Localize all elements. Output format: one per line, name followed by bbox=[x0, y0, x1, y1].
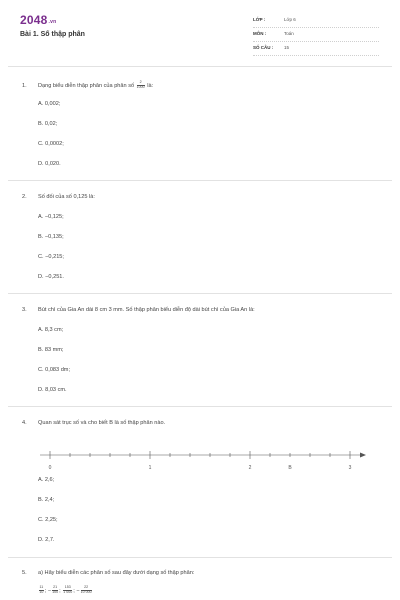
site-logo[interactable] bbox=[20, 13, 56, 27]
fraction-item: − $\frac{21}{100}$ ; bbox=[47, 585, 61, 594]
axis-arrow bbox=[360, 453, 366, 458]
option-2d[interactable]: D. −0,251. bbox=[38, 274, 64, 280]
option-4b[interactable]: B. 2,4; bbox=[38, 497, 55, 503]
worksheet-header bbox=[0, 0, 400, 60]
question-4-stem bbox=[22, 420, 165, 426]
fraction-item: $\frac{153}{1 000}$ ; bbox=[63, 585, 75, 594]
divider bbox=[8, 180, 392, 181]
option-2b[interactable]: B. −0,135; bbox=[38, 234, 64, 240]
fraction bbox=[81, 586, 92, 595]
fraction-item: $\frac{11}{10}$ ; bbox=[39, 585, 47, 594]
option-1a[interactable]: A. 0,002; bbox=[38, 101, 61, 107]
denominator: 10 000 bbox=[80, 589, 92, 594]
meta-label: LỚP : bbox=[253, 17, 266, 22]
number-line bbox=[38, 443, 368, 477]
fraction bbox=[137, 81, 145, 90]
option-4a[interactable]: A. 2,6; bbox=[38, 477, 55, 483]
meta-label: MÔN : bbox=[253, 31, 267, 36]
divider bbox=[8, 66, 392, 67]
question-number: 1. bbox=[22, 82, 27, 89]
option-2a[interactable]: A. −0,125; bbox=[38, 214, 64, 220]
lesson-title: Bài 1. Số thập phân bbox=[20, 31, 85, 38]
meta-value: Toán bbox=[284, 31, 294, 36]
question-number: 3. bbox=[22, 307, 27, 313]
option-3d[interactable]: D. 8,03 cm. bbox=[38, 387, 67, 393]
logo-suffix: .vn bbox=[48, 19, 57, 25]
option-3a[interactable]: A. 8,3 cm; bbox=[38, 327, 64, 333]
option-1b[interactable]: B. 0,02; bbox=[38, 121, 58, 127]
option-4d[interactable]: D. 2,7. bbox=[38, 537, 55, 543]
fraction bbox=[63, 586, 72, 595]
divider bbox=[8, 557, 392, 558]
numerator: 11 bbox=[39, 585, 44, 589]
question-text: Bút chì của Gia An dài 8 cm 3 mm. Số thập phân biểu diễn độ dài bút chì của Gia An là: bbox=[38, 307, 255, 313]
meta-value: Lớp 6 bbox=[284, 17, 296, 22]
point-b-label: B bbox=[288, 465, 292, 471]
question-text: Số đối của số 0,125 là: bbox=[38, 194, 95, 200]
question-number: 5. bbox=[22, 570, 27, 576]
fraction bbox=[52, 586, 58, 595]
option-1c[interactable]: C. 0,0002; bbox=[38, 141, 64, 147]
tick-label-1: 1 bbox=[148, 465, 152, 471]
question-text: Quan sát trục số và cho biết B là số thập phân nào. bbox=[38, 420, 166, 426]
numerator: 21 bbox=[53, 585, 58, 589]
question-number: 2. bbox=[22, 194, 27, 200]
denominator: 1000 bbox=[136, 84, 145, 89]
tick-label-2: 2 bbox=[248, 465, 252, 471]
fraction-sign: − bbox=[47, 587, 52, 594]
question-1-stem bbox=[22, 81, 153, 90]
divider bbox=[8, 406, 392, 407]
question-text: a) Hãy biểu diễn các phân số sau đây dưới dạng số thập phân: bbox=[38, 570, 195, 576]
meta-row-class bbox=[253, 14, 379, 28]
meta-value: 15 bbox=[284, 45, 290, 50]
numerator: 153 bbox=[64, 585, 71, 589]
tick-label-0: 0 bbox=[48, 465, 52, 471]
option-3b[interactable]: B. 83 mm; bbox=[38, 347, 64, 353]
tick-label-3: 3 bbox=[348, 465, 352, 471]
meta-row-subject bbox=[253, 28, 379, 42]
question-text-end: là: bbox=[147, 82, 154, 89]
meta-row-count bbox=[253, 42, 379, 56]
fraction bbox=[39, 585, 47, 595]
question-3-stem bbox=[22, 307, 255, 313]
divider bbox=[8, 293, 392, 294]
denominator: 10 bbox=[39, 589, 44, 594]
option-3c[interactable]: C. 0,083 dm; bbox=[38, 367, 71, 373]
question-5-stem bbox=[22, 570, 194, 576]
denominator: 1 000 bbox=[63, 589, 73, 594]
fraction-list bbox=[38, 586, 93, 595]
option-2c[interactable]: C. −0,215; bbox=[38, 254, 64, 260]
fraction-sign: − bbox=[76, 587, 80, 594]
option-1d[interactable]: D. 0,020. bbox=[38, 161, 61, 167]
denominator: 100 bbox=[52, 589, 59, 594]
fraction-item bbox=[76, 585, 92, 594]
meta-label: SỐ CÂU : bbox=[253, 45, 274, 50]
question-2-stem bbox=[22, 194, 95, 200]
question-text: Dạng biểu diễn thập phân của phân số bbox=[38, 82, 135, 89]
question-number: 4. bbox=[22, 420, 27, 426]
numerator: 2 bbox=[137, 81, 145, 86]
numerator: 22 bbox=[81, 586, 92, 591]
logo-text: 2048 bbox=[20, 13, 48, 27]
option-4c[interactable]: C. 2,25; bbox=[38, 517, 58, 523]
meta-info bbox=[253, 14, 379, 56]
